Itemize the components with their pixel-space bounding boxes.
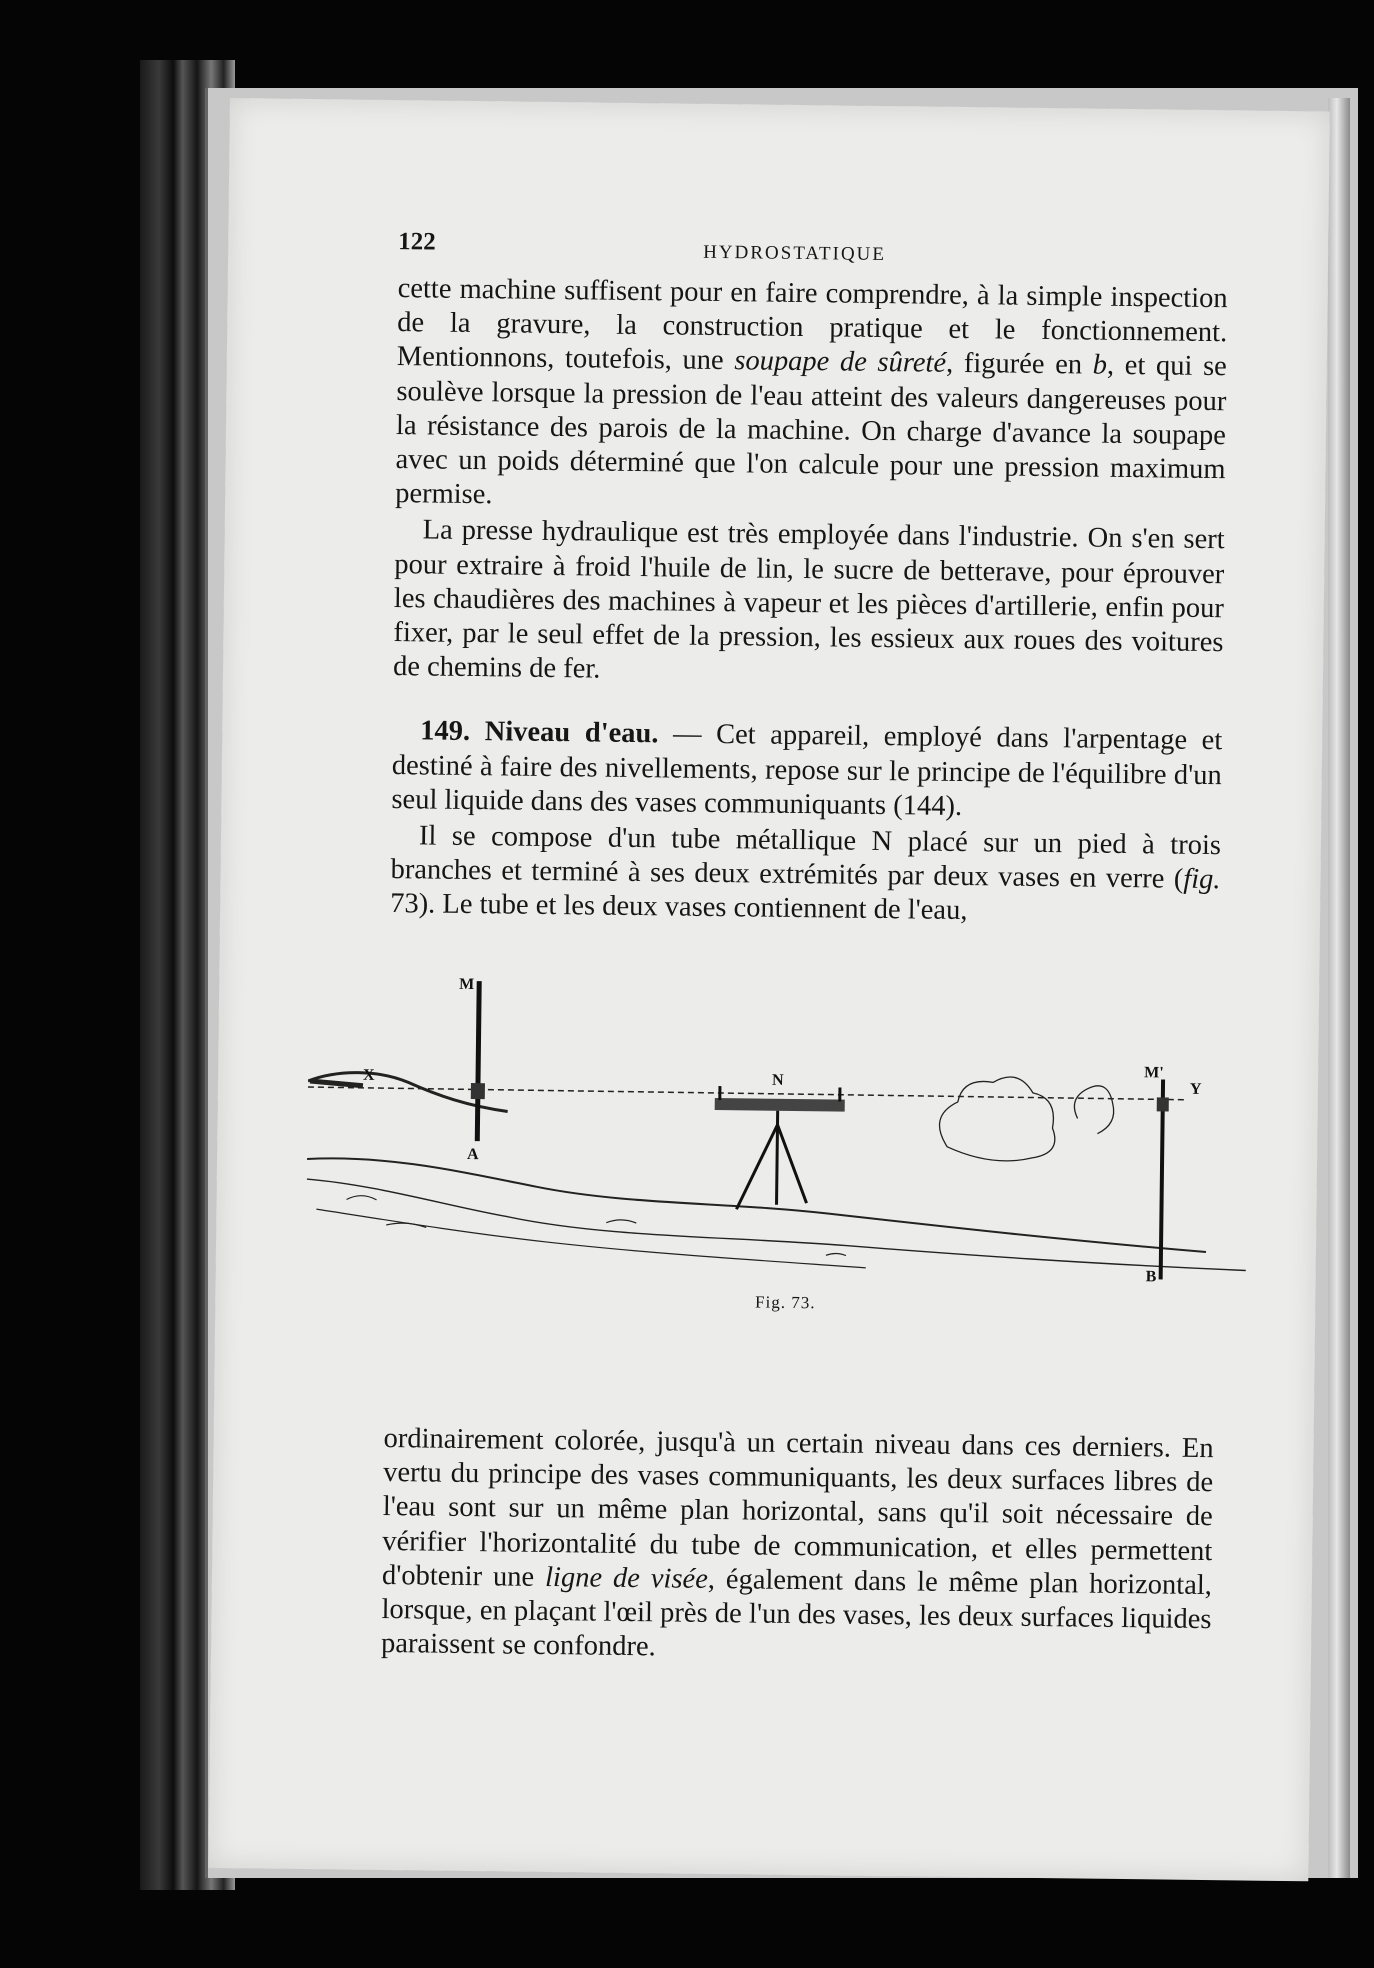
book-page <box>208 98 1330 1881</box>
page-number: 122 <box>398 228 436 256</box>
section-title: Niveau d'eau. <box>484 716 659 750</box>
section-149-paragraph: 149. Niveau d'eau. — Cet appareil, employé dans l'arpentage et destiné à faire des nivellements, repose sur le principe de l'équilibre d'un seul liquide dans des vases communiquants (144). <box>391 715 1223 822</box>
running-title: HYDROSTATIQUE <box>703 241 887 266</box>
water-level-illustration <box>305 969 1269 1301</box>
label-X: X <box>362 1066 375 1084</box>
label-M-prime: M' <box>1144 1064 1164 1082</box>
section-149-paragraph-2: Il se compose d'un tube métallique N placé sur un pied à trois branches et terminé à ses deux extrémités par deux vases en verre (fig. 73). Le tube et les deux vases contiennent de l'eau, <box>389 820 1222 927</box>
label-B: B <box>1145 1268 1157 1286</box>
section-number: 149. <box>420 715 471 748</box>
text-block-top <box>390 272 1228 932</box>
label-Y: Y <box>1189 1080 1202 1098</box>
figure-caption: Fig. 73. <box>754 1292 816 1313</box>
label-N: N <box>771 1071 784 1089</box>
paragraph-continuation: ordinairement colorée, jusqu'à un certain niveau dans ces derniers. En vertu du principe des vases communiquants, les deux surfaces libres de l'eau sont sur un même plan horizontal, sans qu'il soit nécessaire de vérifier l'horizontalité du tube de communication, et elles permettent d'obtenir une ligne de visée, également dans le même plan horizontal, lorsque, en plaçant l'œil près de l'un des vases, les deux surfaces liquides paraissent se confondre. <box>380 1422 1214 1663</box>
label-M: M <box>459 975 475 994</box>
label-A: A <box>467 1145 479 1164</box>
figure-73 <box>305 969 1269 1331</box>
page-header <box>398 228 1238 278</box>
paragraph-1: cette machine suffisent pour en faire comprendre, à la simple inspection de la gravure, la construction pratique et le fonctionnement. Mentionnons, toutefois, une soupape de sûreté, figurée en b, et qui se soulève lorsque la pression de l'eau atteint des valeurs dangereuses pour la résistance des parois de la machine. On charge d'avance la soupape avec un poids déterminé que l'on calcule pour une pression maximum permise. <box>394 273 1228 511</box>
page-edge <box>1328 98 1350 1878</box>
text-block-bottom <box>381 1422 1214 1672</box>
paragraph-2: La presse hydraulique est très employée dans l'industrie. On s'en sert pour extraire à froid l'huile de lin, le sucre de betterave, pour éprouver les chaudières des machines à vapeur et les pièces d'artillerie, enfin pour fixer, par le seul effet de la pression, les essieux aux roues des voitures de chemins de fer. <box>392 514 1225 685</box>
